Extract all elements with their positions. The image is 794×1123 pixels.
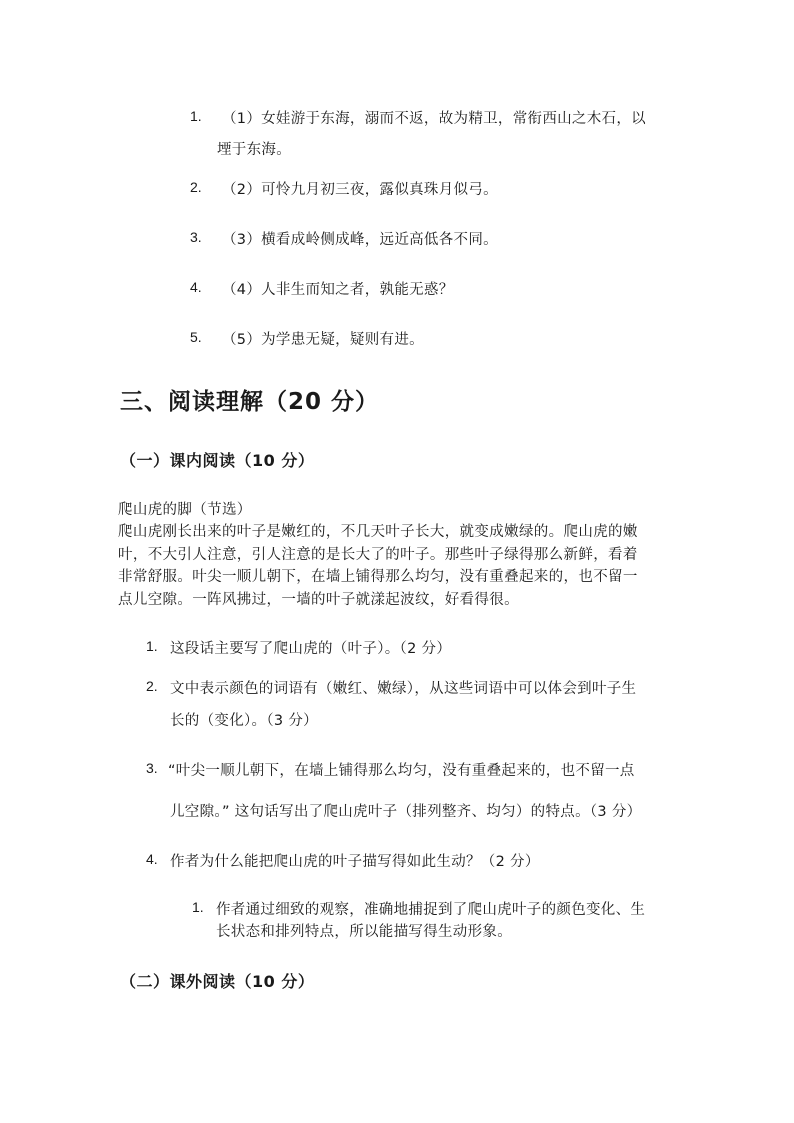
- question-text: 作者为什么能把爬山虎的叶子描写得如此生动？（2 分）: [170, 854, 540, 870]
- list-number: 3.: [190, 229, 202, 245]
- question-number: 1.: [146, 638, 158, 654]
- list-text: （3）横看成岭侧成峰，远近高低各不同。: [222, 232, 498, 248]
- passage-line: 点儿空隙。一阵风拂过，一墙的叶子就漾起波纹，好看得很。: [118, 592, 519, 608]
- answer-text: 长状态和排列特点，所以能描写得生动形象。: [216, 924, 512, 940]
- question-text: 儿空隙。” 这句话写出了爬山虎叶子（排列整齐、均匀）的特点。（3 分）: [170, 804, 642, 820]
- question-text: 文中表示颜色的词语有（嫩红、嫩绿），从这些词语中可以体会到叶子生: [170, 681, 637, 697]
- question-text: 这段话主要写了爬山虎的（叶子）。（2 分）: [170, 641, 452, 657]
- section-heading: 三、阅读理解（20 分）: [120, 389, 380, 415]
- subsection-heading-in-class: （一）课内阅读（10 分）: [120, 451, 315, 470]
- list-text: （4）人非生而知之者，孰能无惑？: [222, 282, 454, 298]
- list-text: （1）女娃游于东海，溺而不返，故为精卫，常衔西山之木石，以: [222, 111, 646, 127]
- question-text: “叶尖一顺儿朝下，在墙上铺得那么均匀，没有重叠起来的，也不留一点: [168, 763, 635, 779]
- question-number: 4.: [146, 851, 158, 867]
- question-text: 长的（变化）。（3 分）: [170, 713, 318, 729]
- answer-text: 作者通过细致的观察，准确地捕捉到了爬山虎叶子的颜色变化、生: [216, 902, 646, 918]
- list-text: 堙于东海。: [217, 142, 291, 158]
- list-number: 4.: [190, 279, 202, 295]
- passage-line: 非常舒服。叶尖一顺儿朝下，在墙上铺得那么均匀，没有重叠起来的，也不留一: [118, 569, 638, 585]
- passage-line: 叶，不大引人注意，引人注意的是长大了的叶子。那些叶子绿得那么新鲜，看着: [118, 547, 638, 563]
- question-number: 3.: [146, 760, 158, 776]
- list-text: （5）为学患无疑，疑则有进。: [222, 332, 424, 348]
- list-number: 5.: [190, 329, 202, 345]
- list-number: 2.: [190, 179, 202, 195]
- answer-number: 1.: [192, 899, 204, 915]
- subsection-heading-extracurricular: （二）课外阅读（10 分）: [120, 972, 315, 991]
- list-text: （2）可怜九月初三夜，露似真珠月似弓。: [222, 182, 498, 198]
- question-number: 2.: [146, 678, 158, 694]
- passage-line: 爬山虎刚长出来的叶子是嫩红的，不几天叶子长大，就变成嫩绿的。爬山虎的嫩: [118, 524, 638, 540]
- list-number: 1.: [190, 108, 202, 124]
- passage-title: 爬山虎的脚（节选）: [118, 502, 252, 518]
